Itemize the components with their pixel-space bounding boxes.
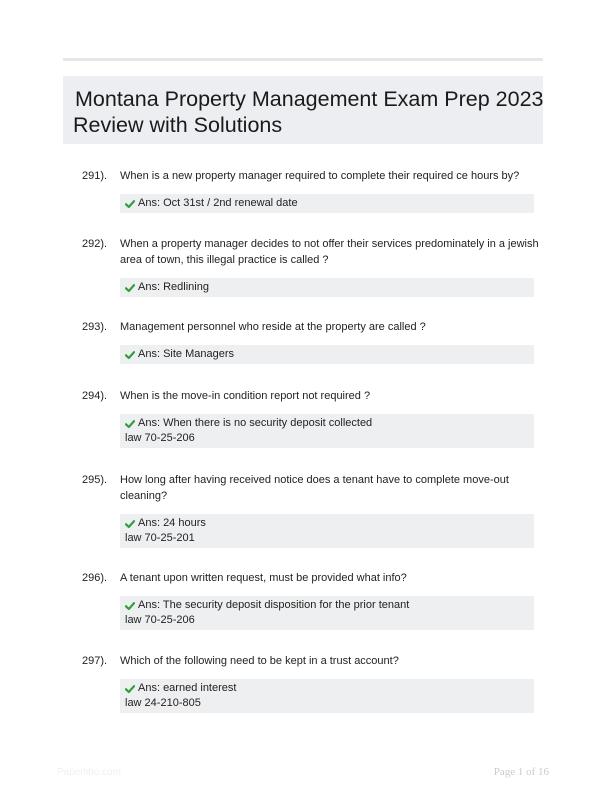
answer-text: Ans: The security deposit disposition for the prior tenant bbox=[138, 599, 410, 611]
answer-text: Ans: earned interest bbox=[138, 682, 237, 694]
question-number: 297). bbox=[82, 655, 108, 667]
question-text: When is the move-in condition report not required ? bbox=[120, 390, 371, 402]
question-number: 293). bbox=[82, 321, 108, 333]
footer-watermark: Paperlibo.com bbox=[57, 767, 121, 778]
qa-item-297 bbox=[63, 653, 543, 713]
answer-law-reference: law 70-25-206 bbox=[125, 432, 195, 444]
qa-item-292 bbox=[63, 236, 543, 297]
check-icon bbox=[125, 283, 135, 293]
question-number: 292). bbox=[82, 238, 108, 250]
qa-item-295 bbox=[63, 472, 543, 548]
answer-law-reference: law 70-25-206 bbox=[125, 614, 195, 626]
answer-box bbox=[120, 278, 534, 297]
check-icon bbox=[125, 519, 135, 529]
answer-law-reference: law 70-25-201 bbox=[125, 532, 195, 544]
qa-item-293 bbox=[63, 319, 543, 364]
check-icon bbox=[125, 684, 135, 694]
page-title bbox=[63, 76, 543, 144]
check-icon bbox=[125, 601, 135, 611]
title-line-2: Review with Solutions bbox=[73, 113, 283, 137]
answer-box bbox=[120, 345, 534, 364]
qa-item-294 bbox=[63, 388, 543, 448]
question-text: When is a new property manager required to complete their required ce hours by? bbox=[120, 170, 520, 182]
question-number: 295). bbox=[82, 474, 108, 486]
question-text: When a property manager decides to not offer their services predominately in a jewish area of town, this illegal practice is called ? bbox=[120, 238, 539, 266]
answer-text: Ans: Oct 31st / 2nd renewal date bbox=[138, 197, 298, 209]
question-number: 294). bbox=[82, 390, 108, 402]
qa-item-296 bbox=[63, 570, 543, 630]
page-number: Page 1 of 16 bbox=[493, 766, 549, 778]
question-text: How long after having received notice does a tenant have to complete move-out cleaning? bbox=[120, 474, 509, 502]
answer-text: Ans: When there is no security deposit collected bbox=[138, 417, 373, 429]
answer-box bbox=[120, 414, 534, 448]
answer-box bbox=[120, 194, 534, 213]
qa-item-291 bbox=[63, 168, 543, 213]
answer-box bbox=[120, 679, 534, 713]
answer-law-reference: law 24-210-805 bbox=[125, 697, 201, 709]
title-line-1: Montana Property Management Exam Prep 2023 bbox=[75, 87, 544, 111]
question-number: 296). bbox=[82, 572, 108, 584]
question-number: 291). bbox=[82, 170, 108, 182]
top-divider bbox=[63, 58, 543, 61]
question-text: Management personnel who reside at the property are called ? bbox=[120, 321, 426, 333]
answer-box bbox=[120, 596, 534, 630]
check-icon bbox=[125, 350, 135, 360]
answer-text: Ans: 24 hours bbox=[138, 517, 206, 529]
check-icon bbox=[125, 199, 135, 209]
answer-box bbox=[120, 514, 534, 548]
check-icon bbox=[125, 419, 135, 429]
question-text: Which of the following need to be kept in a trust account? bbox=[120, 655, 399, 667]
answer-text: Ans: Redlining bbox=[138, 281, 209, 293]
answer-text: Ans: Site Managers bbox=[138, 348, 234, 360]
question-text: A tenant upon written request, must be provided what info? bbox=[120, 572, 407, 584]
